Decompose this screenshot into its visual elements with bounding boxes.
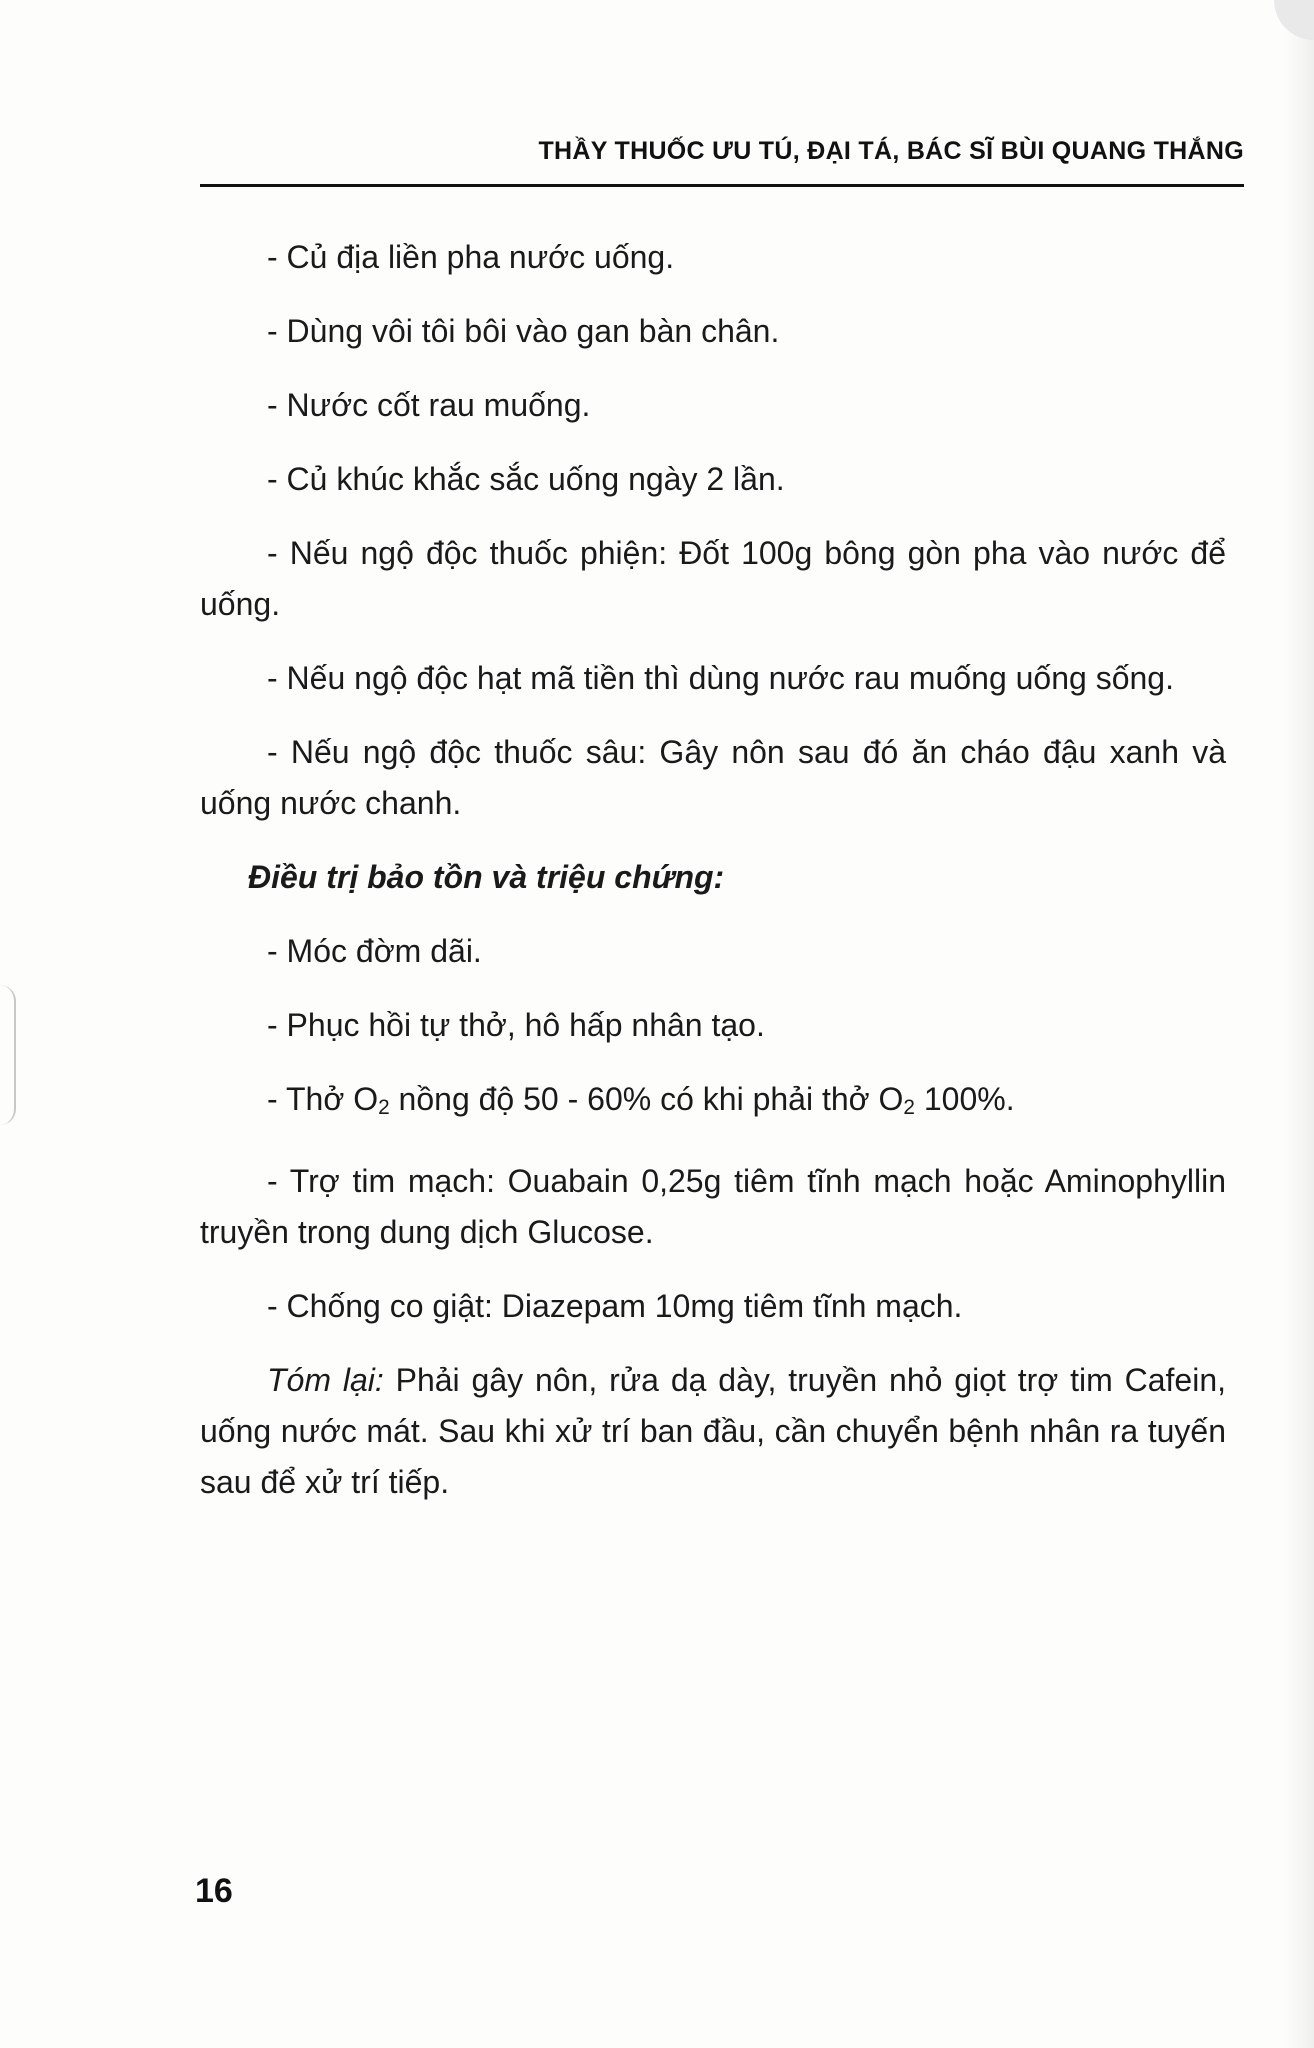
summary-text: Phải gây nôn, rửa dạ dày, truyền nhỏ giọt trợ tim Cafein, uống nước mát. Sau khi xử trí ban đầu, cần chuyển bệnh nhân ra tuyến sau để xử trí tiếp. <box>200 1362 1227 1501</box>
running-title: THẦY THUỐC ƯU TÚ, ĐẠI TÁ, BÁC SĨ BÙI QUANG THẮNG <box>538 137 1244 165</box>
page-body <box>200 232 1226 1531</box>
paragraph-1: - Củ địa liền pha nước uống. <box>267 239 675 275</box>
paragraph-2: - Dùng vôi tôi bôi vào gan bàn chân. <box>267 313 780 349</box>
paragraph-3: - Nước cốt rau muống. <box>267 387 591 423</box>
running-header <box>200 137 1244 187</box>
paragraph-8: - Móc đờm dãi. <box>267 933 482 969</box>
section-heading: Điều trị bảo tồn và triệu chứng: <box>248 859 725 895</box>
paragraph-7: - Nếu ngộ độc thuốc sâu: Gây nôn sau đó ăn cháo đậu xanh và uống nước chanh. <box>200 734 1226 821</box>
summary-paragraph <box>200 1355 1226 1508</box>
paragraph-11: - Trợ tim mạch: Ouabain 0,25g tiêm tĩnh mạch hoặc Aminophyllin truyền trong dung dịch Glucose. <box>200 1163 1226 1251</box>
paragraph-9: - Phục hồi tự thở, hô hấp nhân tạo. <box>267 1007 765 1043</box>
p10-part-b: nồng độ 50 - 60% có khi phải thở O <box>389 1081 904 1117</box>
paragraph-5: - Nếu ngộ độc thuốc phiện: Đốt 100g bông gòn pha vào nước để uống. <box>200 535 1226 622</box>
paragraph-4: - Củ khúc khắc sắc uống ngày 2 lần. <box>267 461 785 497</box>
binding-edge <box>0 985 16 1125</box>
page-edge-shadow <box>1284 0 1314 2048</box>
paragraph-6: - Nếu ngộ độc hạt mã tiền thì dùng nước rau muống uống sống. <box>267 660 1174 696</box>
paragraph-12: - Chống co giật: Diazepam 10mg tiêm tĩnh mạch. <box>267 1288 963 1325</box>
p10-part-c: 100%. <box>914 1081 1015 1117</box>
p10-subscript-2: 2 <box>903 1096 915 1120</box>
summary-lead: Tóm lại: <box>267 1362 384 1399</box>
page-corner <box>1274 0 1314 40</box>
header-rule <box>200 184 1244 187</box>
page-number: 16 <box>195 1872 233 1910</box>
p10-part-a: - Thở O <box>267 1081 379 1117</box>
paragraph-10 <box>200 1074 1226 1133</box>
p10-subscript-1: 2 <box>378 1096 390 1120</box>
